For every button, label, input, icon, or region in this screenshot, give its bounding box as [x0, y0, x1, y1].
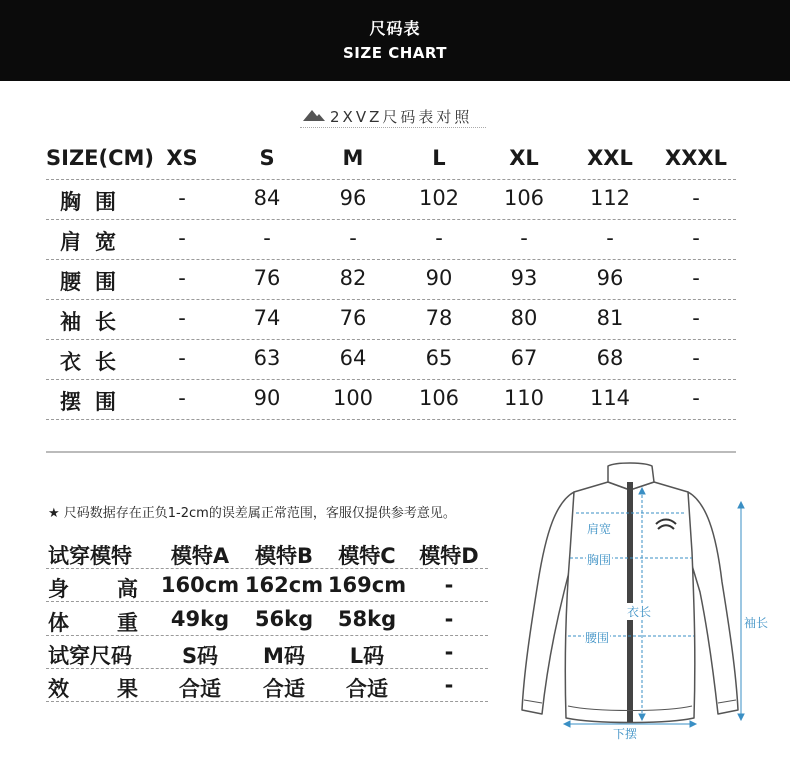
- size-cell: 90: [253, 386, 281, 410]
- size-row-length: [46, 340, 736, 380]
- size-col-xxl: XXL: [587, 146, 633, 170]
- size-cell: 82: [339, 266, 367, 290]
- model-row-fit: [46, 669, 488, 702]
- row-label: 身 高: [48, 577, 138, 601]
- size-cell: 63: [253, 346, 281, 370]
- size-cell: -: [178, 306, 186, 330]
- model-cell: L码: [349, 644, 385, 668]
- model-row-height: [46, 569, 488, 602]
- size-cell: 112: [589, 186, 631, 210]
- model-cell: -: [444, 640, 454, 664]
- subtitle-text: 2XVZ尺码表对照: [330, 108, 473, 126]
- size-cell: 67: [510, 346, 538, 370]
- size-cell: -: [178, 346, 186, 370]
- jacket-measurement-diagram: [516, 462, 790, 752]
- size-cell: 106: [503, 186, 545, 210]
- size-row-hem: [46, 380, 736, 420]
- model-cell: -: [444, 573, 454, 597]
- label-sleeve: 袖长: [744, 616, 769, 630]
- row-label: 胸围: [60, 190, 130, 214]
- size-cell: 106: [418, 386, 460, 410]
- size-cell: 81: [596, 306, 624, 330]
- size-header-label: SIZE(CM): [46, 146, 155, 170]
- jacket-illustration: [516, 462, 790, 752]
- model-name: 模特B: [254, 544, 313, 568]
- size-header-row: [46, 140, 736, 180]
- size-cell: -: [435, 226, 443, 250]
- mountain-small-icon: [313, 114, 325, 121]
- size-cell: 78: [425, 306, 453, 330]
- size-col-m: M: [342, 146, 364, 170]
- title-chinese: 尺码表: [369, 19, 421, 38]
- size-cell: -: [263, 226, 271, 250]
- size-cell: -: [692, 186, 700, 210]
- model-cell: 162cm: [244, 573, 324, 597]
- model-cell: 58kg: [337, 607, 397, 631]
- size-cell: -: [692, 306, 700, 330]
- size-cell: -: [178, 386, 186, 410]
- row-label: 腰围: [60, 270, 130, 294]
- size-row-waist: [46, 260, 736, 300]
- size-col-xl: XL: [509, 146, 539, 170]
- size-cell: -: [178, 266, 186, 290]
- row-label: 体 重: [48, 611, 138, 635]
- size-cell: 80: [510, 306, 538, 330]
- size-cell: -: [692, 346, 700, 370]
- model-cell: 169cm: [327, 573, 407, 597]
- row-label: 摆围: [60, 390, 130, 414]
- title-english: SIZE CHART: [342, 44, 447, 62]
- size-col-s: S: [259, 146, 275, 170]
- size-cell: 74: [253, 306, 281, 330]
- size-col-l: L: [432, 146, 446, 170]
- model-name: 模特D: [419, 544, 479, 568]
- size-cell: 84: [253, 186, 281, 210]
- label-chest: 胸围: [587, 553, 612, 567]
- size-chart-subtitle: [300, 100, 486, 130]
- section-divider: [46, 451, 736, 453]
- model-cell: S码: [181, 644, 219, 668]
- model-cell: 合适: [263, 677, 305, 701]
- size-cell: 93: [510, 266, 538, 290]
- size-col-xxxl: XXXL: [665, 146, 727, 170]
- model-name: 模特A: [170, 544, 230, 568]
- size-cell: -: [692, 226, 700, 250]
- label-shoulder: 肩宽: [587, 522, 612, 536]
- size-cell: -: [178, 226, 186, 250]
- size-row-sleeve: [46, 300, 736, 340]
- size-cell: 96: [339, 186, 367, 210]
- page-header: [0, 0, 790, 81]
- label-length: 衣长: [627, 605, 652, 619]
- size-cell: -: [178, 186, 186, 210]
- model-cell: -: [444, 673, 454, 697]
- model-name: 模特C: [338, 544, 396, 568]
- size-cell: -: [692, 266, 700, 290]
- zipper: [627, 482, 633, 722]
- label-hem: 下摆: [613, 727, 638, 741]
- size-cell: 68: [596, 346, 624, 370]
- row-label: 效 果: [48, 677, 138, 701]
- size-cell: -: [520, 226, 528, 250]
- model-row-weight: [46, 603, 488, 636]
- size-cell: 76: [253, 266, 281, 290]
- size-cell: 110: [503, 386, 545, 410]
- model-cell: -: [444, 607, 454, 631]
- model-header-label: 试穿模特: [48, 544, 132, 568]
- size-cell: -: [349, 226, 357, 250]
- size-cell: 102: [418, 186, 460, 210]
- label-waist: 腰围: [585, 631, 610, 645]
- size-cell: 90: [425, 266, 453, 290]
- size-cell: -: [606, 226, 614, 250]
- model-cell: 160cm: [160, 573, 240, 597]
- row-label: 袖长: [60, 310, 130, 334]
- model-header-row: [46, 536, 488, 569]
- model-cell: 56kg: [254, 607, 314, 631]
- model-cell: 合适: [179, 677, 221, 701]
- size-cell: -: [692, 386, 700, 410]
- size-cell: 96: [596, 266, 624, 290]
- size-cell: 64: [339, 346, 367, 370]
- model-row-size: [46, 636, 488, 669]
- row-label: 试穿尺码: [48, 644, 132, 668]
- model-cell: 合适: [346, 677, 388, 701]
- size-row-chest: [46, 180, 736, 220]
- model-cell: 49kg: [170, 607, 230, 631]
- size-cell: 76: [339, 306, 367, 330]
- tolerance-note: ★ 尺码数据存在正负1-2cm的误差属正常范围，客服仅提供参考意见。: [48, 506, 456, 521]
- size-cell: 100: [332, 386, 374, 410]
- size-row-shoulder: [46, 220, 736, 260]
- model-cell: M码: [263, 644, 305, 668]
- size-cell: 65: [425, 346, 453, 370]
- size-cell: 114: [589, 386, 631, 410]
- row-label: 肩宽: [60, 230, 130, 254]
- size-col-xs: XS: [166, 146, 198, 170]
- row-label: 衣长: [60, 350, 130, 374]
